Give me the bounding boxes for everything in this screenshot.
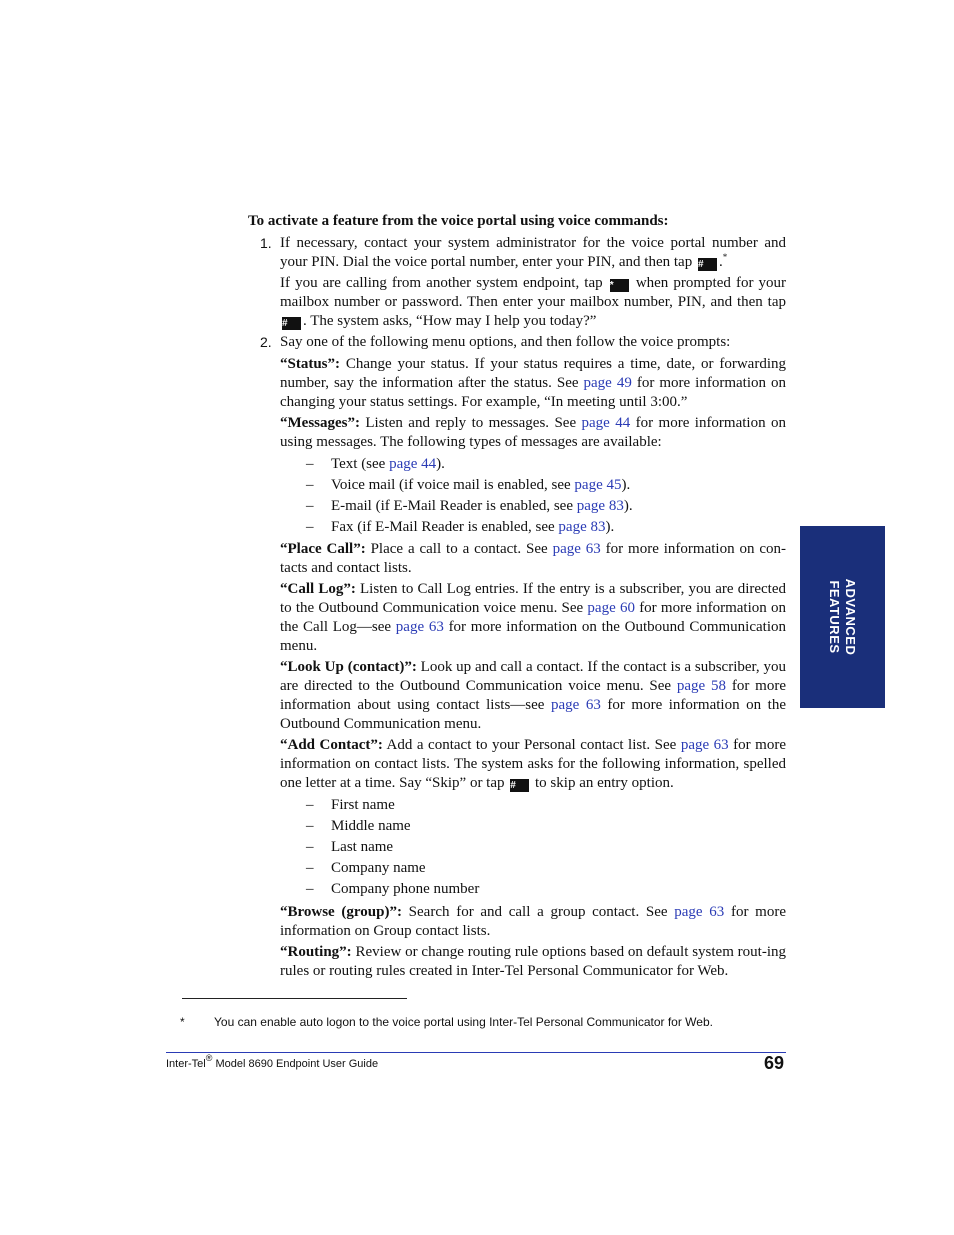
option-call-log	[280, 580, 786, 656]
option-messages-term: “Messages”:	[280, 415, 360, 431]
link-page-60[interactable]: page 60	[587, 600, 635, 616]
option-add-contact-text-2: for more information on contact lists. The system asks for the following information, spelled one letter at a time. Say “Skip” or tap	[280, 737, 786, 791]
list-dash: –	[306, 818, 314, 834]
option-status-text-2: for more information on changing your status settings. For example, “In meeting until 3:00.”	[280, 375, 786, 410]
pound-key-icon: #	[282, 317, 301, 330]
option-routing-term: “Routing”:	[280, 944, 352, 960]
option-place-call-text: Place a call to a contact. See	[365, 541, 553, 557]
pound-key-icon: #	[698, 258, 717, 271]
step-number-1: 1.	[260, 235, 272, 251]
pound-key-icon: #	[510, 779, 529, 792]
link-page-45[interactable]: page 45	[574, 477, 622, 493]
page-number: 69	[763, 1053, 784, 1073]
step-1-mailbox-text: when prompted for your mailbox number or password. Then enter your mailbox number, PIN, and then tap	[280, 275, 787, 310]
link-page-58[interactable]: page 58	[676, 678, 727, 694]
option-call-log-term: “Call Log”:	[280, 581, 356, 597]
option-browse-text: Search for and call a group contact. See	[401, 904, 675, 920]
link-page-83[interactable]: page 83	[558, 519, 606, 535]
footer-guide-title	[166, 1053, 379, 1070]
option-place-call-term: “Place Call”:	[280, 541, 366, 557]
list-dash: –	[306, 797, 314, 813]
item-text-end: ).	[436, 456, 445, 472]
option-add-contact-text: Add a contact to your Personal contact list. See	[382, 737, 681, 753]
star-key-icon: *	[610, 279, 629, 292]
step-1-paragraph-1	[280, 234, 786, 272]
option-look-up	[280, 658, 786, 734]
option-look-up-text-3: for more information on the Outbound Communication menu.	[280, 697, 786, 732]
option-browse-term: “Browse (group)”:	[280, 904, 402, 920]
step-2-intro: Say one of the following menu options, and then follow the voice prompts:	[280, 334, 731, 350]
item-text-end: ).	[623, 498, 633, 514]
option-call-log-text: Listen to Call Log entries. If the entry is a subscriber, you are directed to the Outbound Communication voice menu. See	[280, 581, 786, 616]
option-call-log-text-2: for more information on the Call Log—see	[280, 600, 786, 635]
footer-divider	[166, 1052, 786, 1053]
step-number-2: 2.	[260, 334, 272, 350]
list-dash: –	[306, 860, 314, 876]
footer-title-text: Model 8690 Endpoint User Guide	[212, 1058, 379, 1070]
contact-field-item: First name	[331, 797, 395, 813]
option-look-up-term: “Look Up (contact)”:	[280, 659, 417, 675]
option-messages	[280, 414, 786, 452]
link-page-83[interactable]: page 83	[576, 498, 624, 514]
option-look-up-text: Look up and call a contact. If the contact is a subscriber, you are directed to the Outbound Communication voice menu. See	[280, 659, 787, 694]
message-type-item	[331, 518, 614, 537]
option-add-contact	[280, 736, 786, 793]
option-status-text: Change your status. If your status requires a time, date, or forwarding number, say the information after the status. See	[280, 356, 786, 391]
message-type-item	[331, 476, 630, 495]
item-text-end: ).	[621, 477, 631, 493]
contact-field-item: Company phone number	[331, 881, 480, 897]
option-browse-group	[280, 903, 786, 941]
link-page-63[interactable]: page 63	[552, 541, 601, 557]
procedure-heading: To activate a feature from the voice portal using voice commands:	[248, 213, 669, 229]
option-place-call-text-2: for more information on con-tacts and contact lists.	[280, 541, 786, 576]
step-1-paragraph-2	[280, 274, 786, 331]
option-add-contact-text-3: to skip an entry option.	[535, 775, 674, 791]
item-text: Voice mail (if voice mail is enabled, see	[331, 477, 575, 493]
option-status	[280, 355, 786, 412]
step-1-system-asks: . The system asks, “How may I help you today?”	[303, 313, 597, 329]
option-messages-text-2: for more information on using messages. The following types of messages are available:	[280, 415, 786, 450]
option-look-up-text-2: for more information about using contact lists—see	[280, 678, 786, 713]
option-routing-text: Review or change routing rule options based on default system rout-ing rules or routing rules created in Inter-Tel Personal Communicator for Web.	[280, 944, 786, 979]
step-1-period: .	[718, 254, 723, 270]
section-tab-line-2: FEATURES	[827, 580, 842, 654]
item-text: E-mail (if E-Mail Reader is enabled, see	[331, 498, 577, 514]
footnote-reference[interactable]: *	[722, 252, 728, 262]
item-text: Fax (if E-Mail Reader is enabled, see	[331, 519, 559, 535]
step-1-text: If necessary, contact your system administrator for the voice portal number and your PIN. Dial the voice portal number, enter your PIN, and then tap	[280, 235, 786, 270]
link-page-44[interactable]: page 44	[389, 456, 437, 472]
contact-field-item: Middle name	[331, 818, 411, 834]
link-page-49[interactable]: page 49	[583, 375, 632, 391]
option-call-log-text-3: for more information on the Outbound Communication menu.	[280, 619, 786, 654]
list-dash: –	[306, 456, 314, 472]
link-page-44[interactable]: page 44	[581, 415, 631, 431]
option-routing	[280, 943, 786, 981]
list-dash: –	[306, 839, 314, 855]
contact-field-item: Company name	[331, 860, 426, 876]
list-dash: –	[306, 498, 314, 514]
footnote-text: You can enable auto logon to the voice portal using Inter-Tel Personal Communicator for Web.	[214, 1015, 713, 1029]
registered-mark: ®	[205, 1053, 213, 1063]
link-page-63[interactable]: page 63	[674, 904, 725, 920]
message-type-item	[331, 455, 445, 474]
list-dash: –	[306, 477, 314, 493]
footnote-mark: *	[180, 1015, 185, 1029]
list-dash: –	[306, 519, 314, 535]
list-dash: –	[306, 881, 314, 897]
footer-brand: Inter-Tel	[166, 1058, 206, 1070]
link-page-63[interactable]: page 63	[395, 619, 444, 635]
contact-field-item: Last name	[331, 839, 394, 855]
link-page-63[interactable]: page 63	[550, 697, 601, 713]
option-messages-text: Listen and reply to messages. See	[359, 415, 582, 431]
link-page-63[interactable]: page 63	[680, 737, 729, 753]
step-1-other-endpoint-text: If you are calling from another system endpoint, tap	[280, 275, 603, 291]
item-text-end: ).	[605, 519, 615, 535]
message-type-item	[331, 497, 633, 516]
section-tab-line-1: ADVANCED	[843, 578, 858, 656]
option-place-call	[280, 540, 786, 578]
footnote-divider	[182, 998, 407, 999]
option-browse-text-2: for more information on Group contact lists.	[280, 904, 786, 939]
option-status-term: “Status”:	[280, 356, 341, 372]
section-tab-label	[826, 579, 858, 656]
item-text: Text (see	[331, 456, 390, 472]
option-add-contact-term: “Add Contact”:	[280, 737, 383, 753]
